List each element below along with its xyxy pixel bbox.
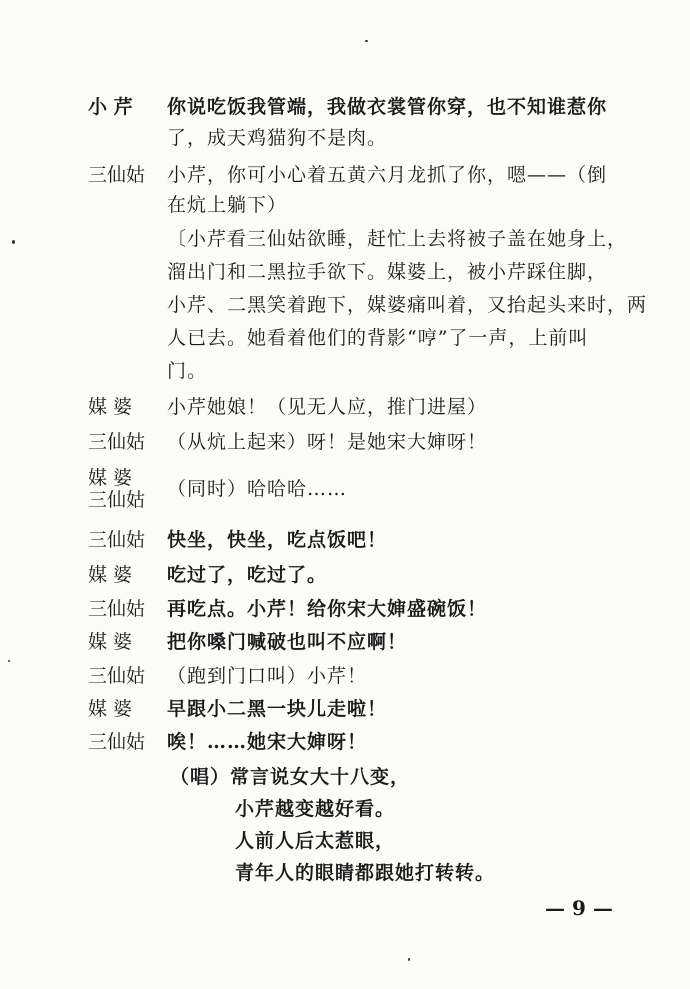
dialogue-line: 在炕上躺下） — [167, 194, 288, 216]
speaker-label: 媒 婆 — [88, 467, 133, 489]
speaker-label: 三仙姑 — [88, 598, 146, 620]
dialogue-line: 快坐，快坐，吃点饭吧！ — [167, 529, 388, 551]
speaker-label: 媒 婆 — [88, 631, 133, 653]
speaker-label: 三仙姑 — [88, 489, 146, 511]
dialogue-line: 小芹她娘！（见无人应，推门进屋） — [167, 396, 488, 418]
speaker-label: 三仙姑 — [88, 529, 146, 551]
page-number: — 9 — — [545, 896, 613, 920]
speaker-label: 媒 婆 — [88, 564, 133, 586]
speaker-label: 三仙姑 — [88, 164, 146, 186]
dialogue-line: 早跟小二黑一块儿走啦！ — [167, 698, 388, 720]
stage-direction-line: 人已去。她看着他们的背影“哼”了一声，上前叫 — [167, 327, 589, 349]
stage-direction-line: 〔小芹看三仙姑欲睡，赶忙上去将被子盖在她身上， — [167, 228, 628, 250]
scan-speck — [408, 958, 410, 961]
stage-direction-line: 门。 — [167, 360, 208, 382]
dialogue-line: 了，成天鸡猫狗不是肉。 — [167, 127, 388, 149]
dialogue-line: 吃过了，吃过了。 — [167, 564, 328, 586]
dialogue-line: （同时）哈哈哈…… — [167, 478, 348, 500]
speaker-label: 三仙姑 — [88, 731, 146, 753]
speaker-label: 媒 婆 — [88, 698, 133, 720]
stage-direction-line: 溜出门和二黑拉手欲下。媒婆上，被小芹踩住脚， — [167, 261, 608, 283]
scan-speck — [8, 660, 10, 662]
song-line: 青年人的眼睛都跟她打转转。 — [235, 862, 496, 884]
song-line: 小芹越变越好看。 — [235, 798, 396, 820]
dialogue-line: （跑到门口叫）小芹！ — [167, 665, 368, 687]
scan-speck — [12, 240, 15, 244]
dialogue-line: 再吃点。小芹！给你宋大婶盛碗饭！ — [167, 598, 488, 620]
speaker-label: 三仙姑 — [88, 431, 146, 453]
speaker-label: 媒 婆 — [88, 396, 133, 418]
dialogue-line: （从炕上起来）呀！是她宋大婶呀！ — [167, 431, 488, 453]
song-line: 人前人后太惹眼， — [235, 830, 396, 852]
song-line: （唱）常言说女大十八变， — [170, 766, 411, 788]
dialogue-line: 唉！……她宋大婶呀！ — [167, 731, 368, 753]
dialogue-line: 把你嗓门喊破也叫不应啊！ — [167, 631, 408, 653]
speaker-label: 三仙姑 — [88, 665, 146, 687]
dialogue-line: 小芹，你可小心着五黄六月龙抓了你，嗯——（倒 — [167, 164, 608, 186]
dialogue-line: 你说吃饭我管端，我做衣裳管你穿，也不知谁惹你 — [167, 96, 608, 118]
speaker-label: 小 芹 — [88, 96, 133, 118]
stage-direction-line: 小芹、二黑笑着跑下，媒婆痛叫着，又抬起头来时，两 — [167, 294, 648, 316]
scan-speck — [365, 40, 368, 42]
